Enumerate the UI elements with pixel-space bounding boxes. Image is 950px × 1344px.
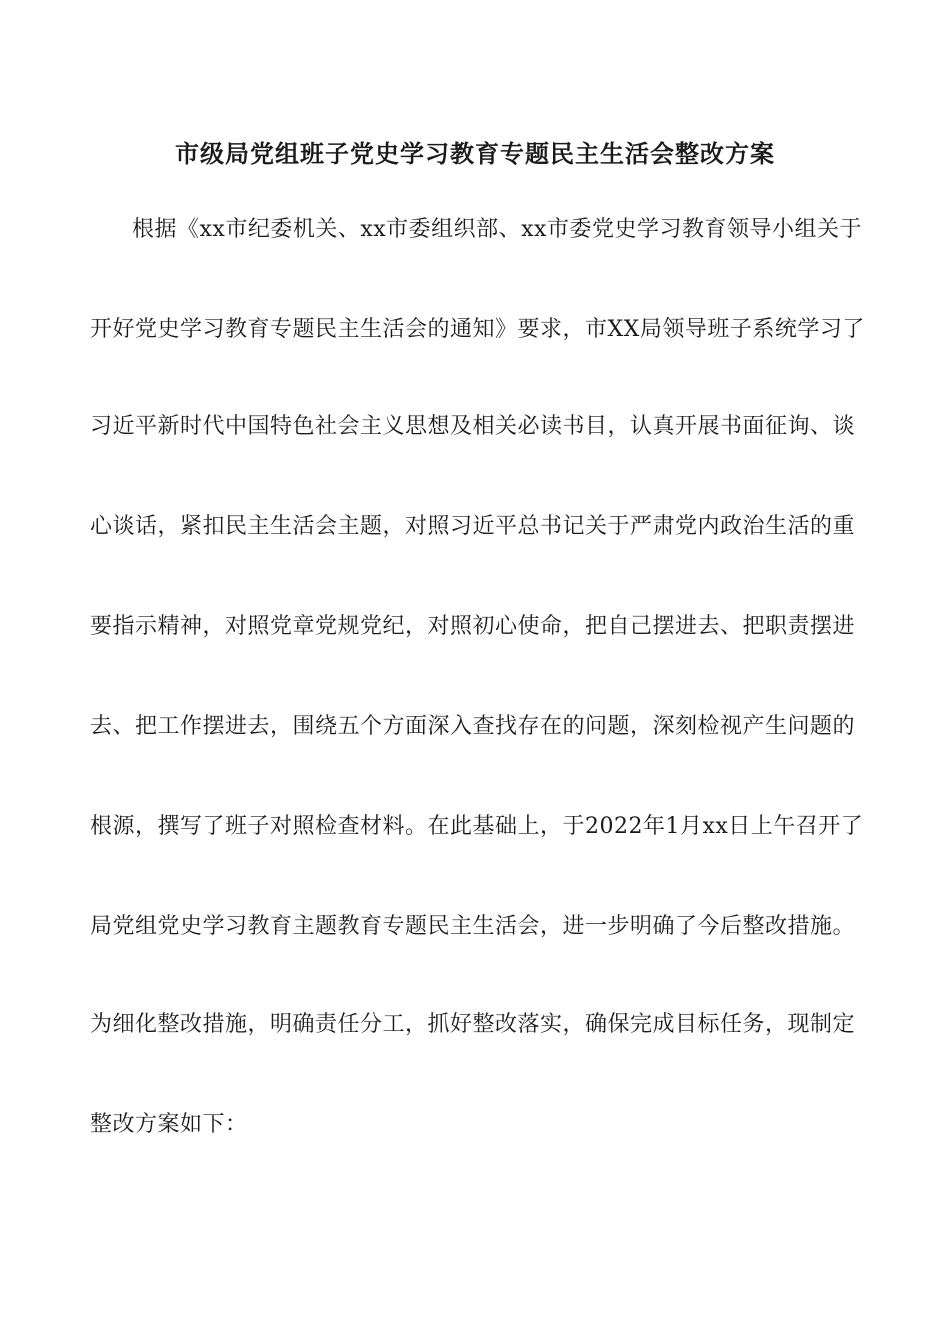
paragraph-line: 开好党史学习教育专题民主生活会的通知》要求，市XX局领导班子系统学习了	[90, 317, 865, 342]
paragraph-line: 根据《xx市纪委机关、xx市委组织部、xx市委党史学习教育领导小组关于	[132, 217, 862, 242]
paragraph-line: 局党组党史学习教育主题教育专题民主生活会，进一步明确了今后整改措施。	[90, 914, 856, 939]
paragraph-line: 为细化整改措施，明确责任分工，抓好整改落实，确保完成目标任务，现制定	[90, 1012, 856, 1037]
paragraph-line: 去、把工作摆进去，围绕五个方面深入查找存在的问题，深刻检视产生问题的	[90, 714, 856, 739]
paragraph-line: 要指示精神，对照党章党规党纪，对照初心使命，把自己摆进去、把职责摆进	[90, 614, 856, 639]
document-title: 市级局党组班子党史学习教育专题民主生活会整改方案	[175, 139, 775, 168]
paragraph-line: 根源，撰写了班子对照检查材料。在此基础上，于2022年1月xx日上午召开了	[90, 814, 864, 839]
paragraph-line: 心谈话，紧扣民主生活会主题，对照习近平总书记关于严肃党内政治生活的重	[90, 514, 856, 539]
paragraph-line: 习近平新时代中国特色社会主义思想及相关必读书目，认真开展书面征询、谈	[90, 414, 856, 439]
paragraph-line: 整改方案如下：	[90, 1112, 248, 1137]
